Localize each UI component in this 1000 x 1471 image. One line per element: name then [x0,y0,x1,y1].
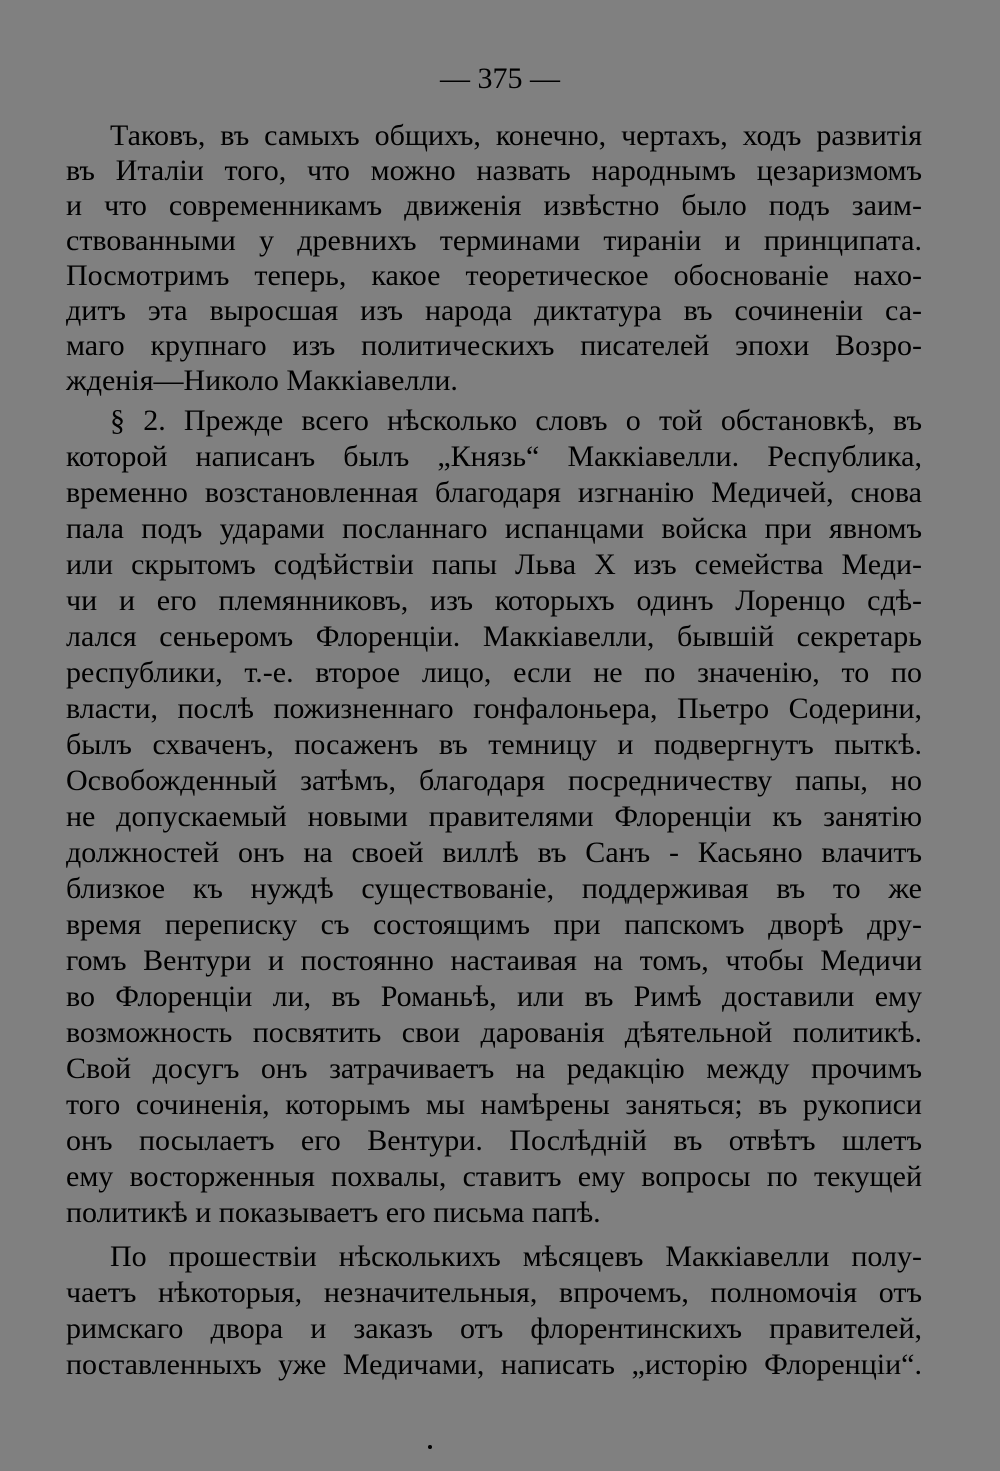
text-line: время переписку съ состоящимъ при папскомъ дворѣ дру- [66,908,922,941]
text-line: Освобожденный затѣмъ, благодаря посредничеству папы, но [66,764,922,797]
text-line: былъ схваченъ, посаженъ въ темницу и подвергнутъ пыткѣ. [66,728,922,761]
text-line: гомъ Вентури и постоянно настаивая на томъ, чтобы Медичи [66,944,922,977]
text-line: во Флоренціи ли, въ Романьѣ, или въ Римѣ доставили ему [66,980,922,1013]
text-line: ствованными у древнихъ терминами тираніи и принципата. [66,224,922,257]
text-line: или скрытомъ содѣйствіи папы Льва X изъ семейства Меди- [66,548,922,581]
text-line: близкое къ нуждѣ существованіе, поддерживая въ то же [66,872,922,905]
text-line: § 2. Прежде всего нѣсколько словъ о той обстановкѣ, въ [110,404,922,437]
text-line: власти, послѣ пожизненнаго гонфалоньера, Пьетро Содерини, [66,692,922,725]
text-line: поставленныхъ уже Медичами, написать „исторію Флоренціи“. [66,1348,922,1381]
text-line: политикѣ и показываетъ его письма папѣ. [66,1196,601,1229]
text-line: По прошествіи нѣсколькихъ мѣсяцевъ Маккіавелли полу- [110,1240,922,1273]
text-line: лался сеньеромъ Флоренціи. Маккіавелли, бывшій секретарь [66,620,922,653]
text-line: которой написанъ былъ „Князь“ Маккіавелли. Республика, [66,440,922,473]
text-line: маго крупнаго изъ политическихъ писателей эпохи Возро- [66,329,922,362]
text-line: не допускаемый новыми правителями Флоренціи къ занятію [66,800,922,833]
text-line: ему восторженныя похвалы, ставитъ ему вопросы по текущей [66,1160,922,1193]
page-number: — 375 — [440,62,560,95]
text-line: пала подъ ударами посланнаго испанцами войска при явномъ [66,512,922,545]
text-line: чи и его племянниковъ, изъ которыхъ одинъ Лоренцо сдѣ- [66,584,922,617]
text-line: должностей онъ на своей виллѣ въ Санъ - Касьяно влачитъ [66,836,922,869]
text-line: жденія—Николо Маккіавелли. [66,364,458,397]
text-line: онъ посылаетъ его Вентури. Послѣдній въ отвѣтъ шлетъ [66,1124,922,1157]
text-line: временно возстановленная благодаря изгнанію Медичей, снова [66,476,922,509]
text-line: того сочиненія, которымъ мы намѣрены заняться; въ рукописи [66,1088,922,1121]
text-line: римскаго двора и заказъ отъ флорентинскихъ правителей, [66,1312,922,1345]
text-line: и что современникамъ движенія извѣстно было подъ заим- [66,189,922,222]
text-line: въ Италіи того, что можно назвать народнымъ цезаризмомъ [66,154,922,187]
ink-speck [428,1445,432,1449]
text-line: Свой досугъ онъ затрачиваетъ на редакцію между прочимъ [66,1052,922,1085]
text-line: Таковъ, въ самыхъ общихъ, конечно, чертахъ, ходъ развитія [110,119,922,152]
text-line: дитъ эта выросшая изъ народа диктатура въ сочиненіи са- [66,294,922,327]
text-line: возможность посвятить свои дарованія дѣятельной политикѣ. [66,1016,922,1049]
text-line: республики, т.-е. второе лицо, если не по значенію, то по [66,656,922,689]
text-line: Посмотримъ теперь, какое теоретическое обоснованіе нахо- [66,259,922,292]
text-line: чаетъ нѣкоторыя, незначительныя, впрочемъ, полномочія отъ [66,1276,922,1309]
